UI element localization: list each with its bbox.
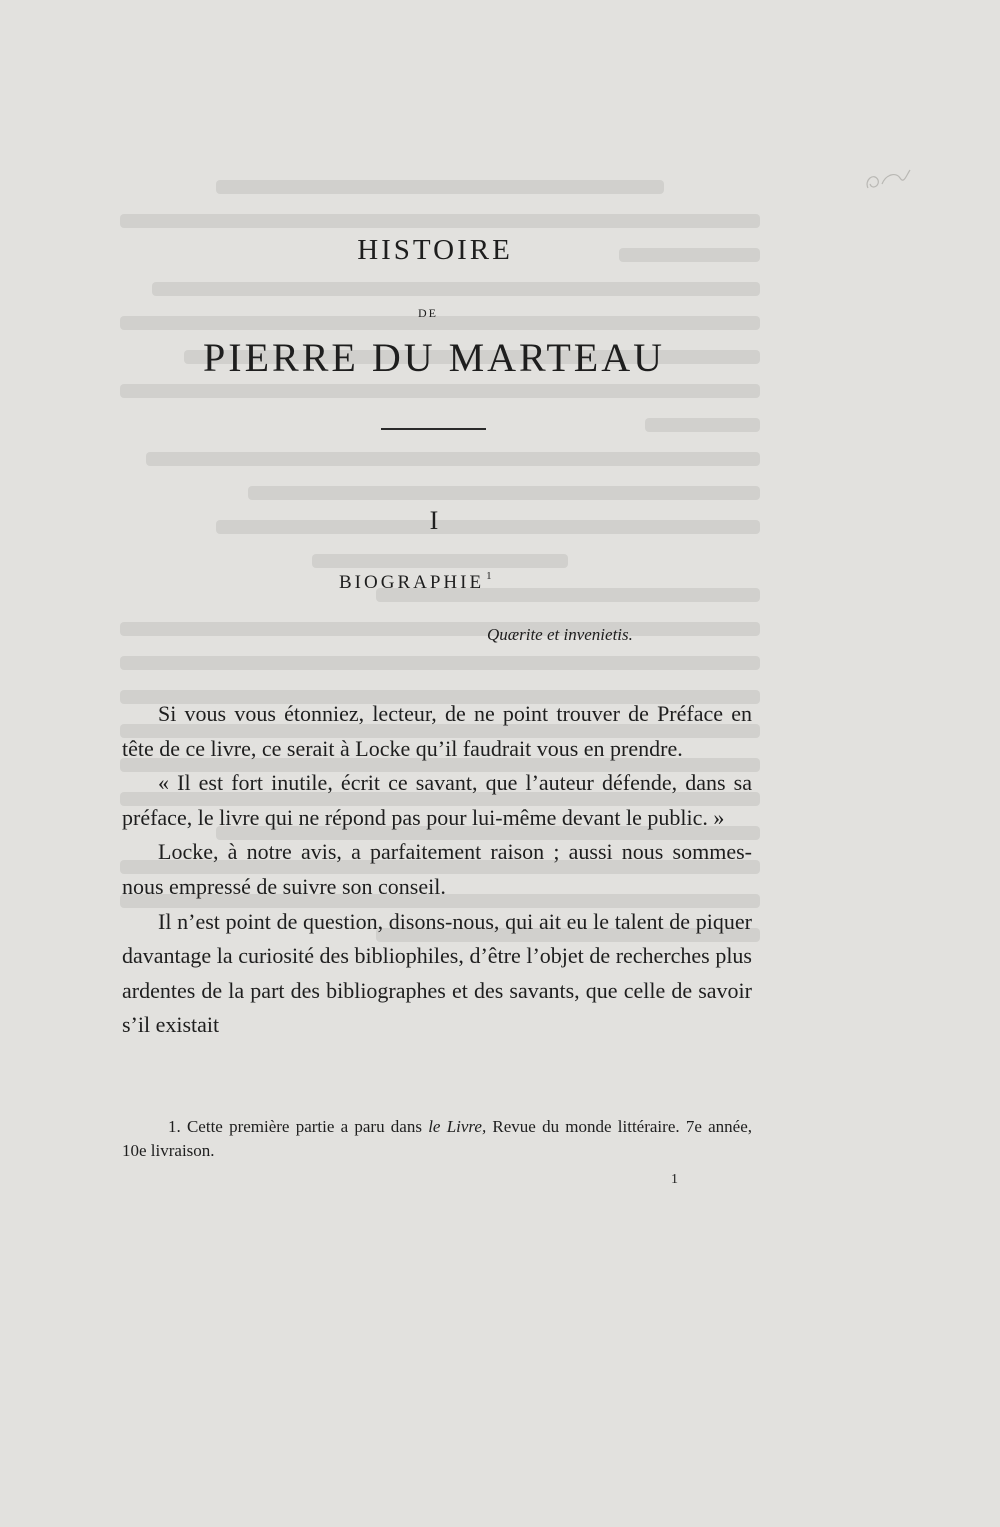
body-paragraph: Locke, à notre avis, a parfaitement raison ; aussi nous sommes-nous empressé de suivre son conseil. [122, 839, 752, 899]
footnote-text-end: Revue du monde littéraire. 7e année, 10e livraison. [122, 1117, 752, 1160]
section-number: I [429, 506, 439, 535]
section-heading [339, 570, 495, 594]
body-paragraph: Il n’est point de question, disons-nous, qui ait eu le talent de piquer davantage la curiosité des bibliophiles, d’être l’objet de recherches plus ardentes de la part des bibliographes et des savants, que celle de savoir s’il existait [122, 908, 752, 1038]
page-number: 1 [671, 1172, 678, 1187]
footnote-text [122, 1115, 752, 1163]
body-paragraph: Si vous vous étonniez, lecteur, de ne point trouver de Préface en tête de ce livre, ce serait à Locke qu’il faudrait vous en prendre. [122, 701, 752, 761]
footnote-text-start: 1. Cette première partie a paru dans [168, 1117, 429, 1136]
title-line-2: PIERRE DU MARTEAU [203, 335, 665, 380]
body-paragraph: « Il est fort inutile, écrit ce savant, que l’auteur défende, dans sa préface, le livre qui ne répond pas pour lui-même devant le public. » [122, 770, 752, 830]
pencil-mark-icon [862, 166, 912, 194]
body-text [122, 697, 752, 1043]
section-heading-text: BIOGRAPHIE [339, 572, 485, 593]
footnote [122, 1115, 752, 1163]
footnote-marker: 1 [486, 570, 495, 582]
epigraph: Quærite et invenietis. [487, 625, 633, 644]
title-divider-rule [381, 428, 486, 430]
title-line-1: HISTOIRE [357, 234, 513, 266]
footnote-journal-title: le Livre, [428, 1117, 487, 1136]
title-connector: DE [418, 306, 438, 320]
